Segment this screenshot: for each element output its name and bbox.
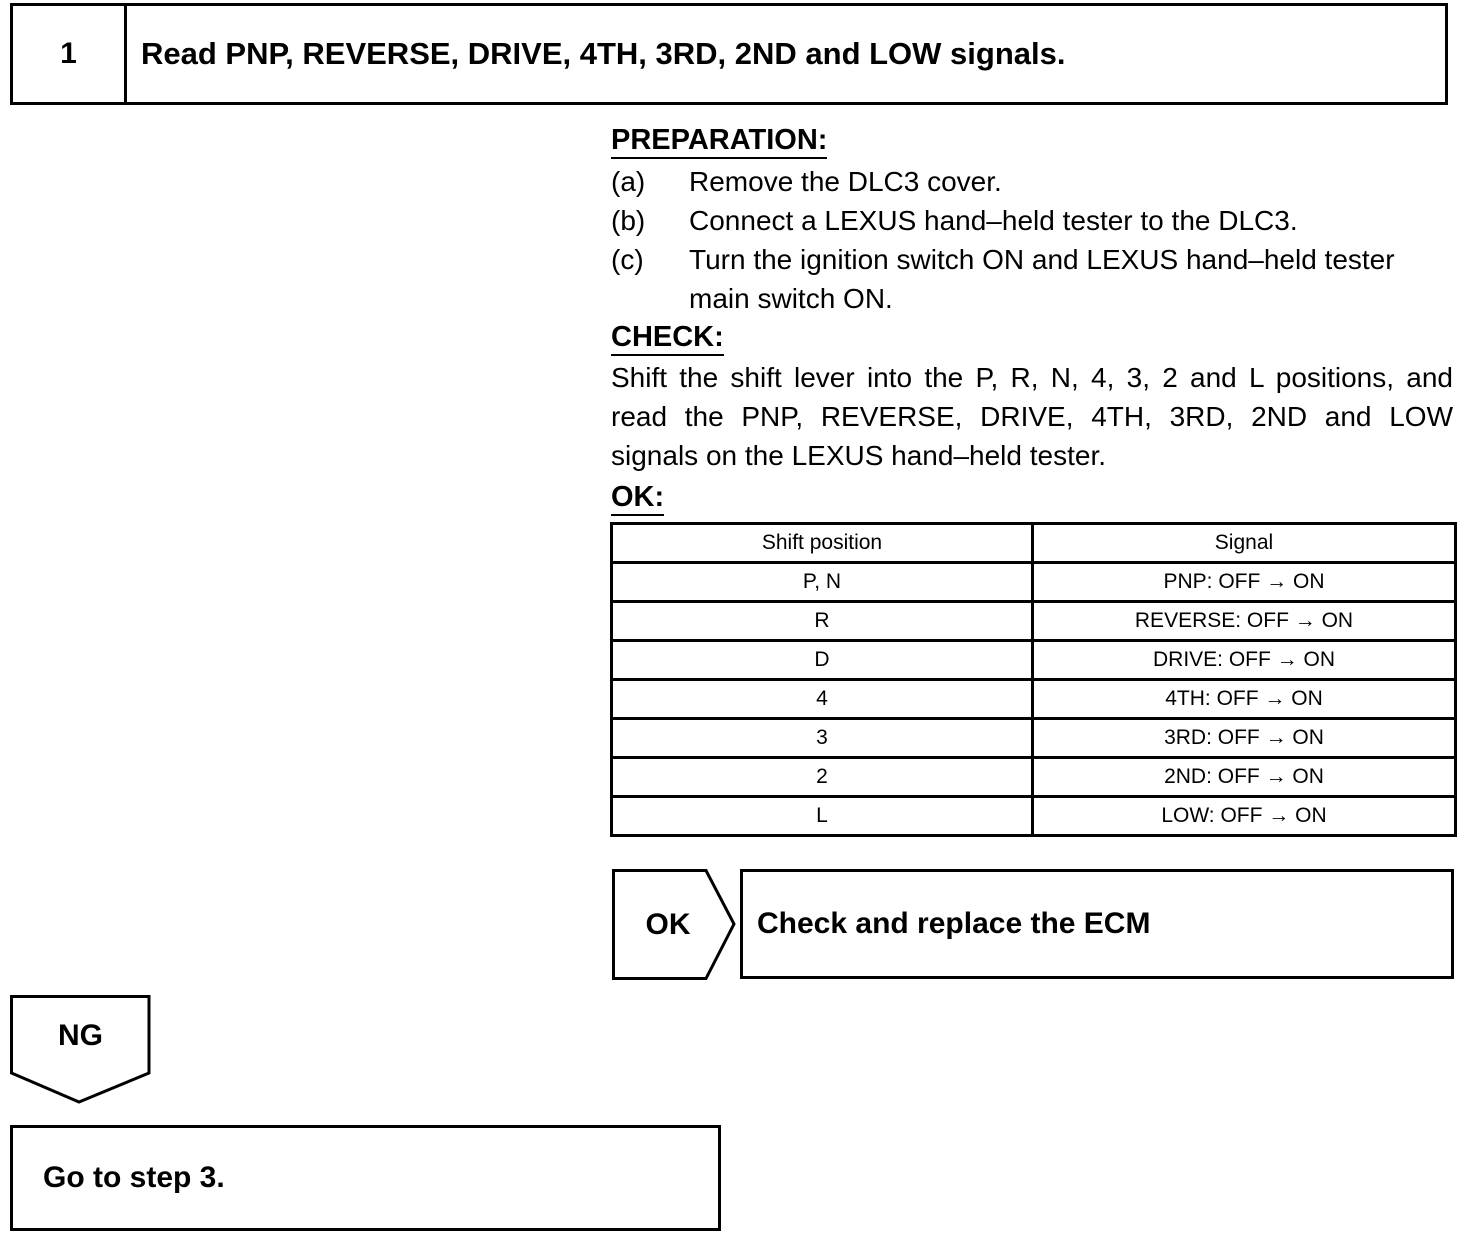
step-number: 1 (13, 6, 127, 102)
step-title: Read PNP, REVERSE, DRIVE, 4TH, 3RD, 2ND and LOW signals. (141, 36, 1066, 71)
ok-branch-action: Check and replace the ECM (740, 869, 1454, 979)
table-row (612, 719, 1456, 758)
table-header-row (612, 524, 1456, 563)
preparation-item-b (611, 201, 1298, 240)
check-text-line: Shift the shift lever into the P, R, N, 4, 3, 2 and L positions, and (611, 362, 1453, 393)
table-row (612, 641, 1456, 680)
check-text-line: read the PNP, REVERSE, DRIVE, 4TH, 3RD, 2ND and LOW (611, 401, 1453, 432)
table-row (612, 680, 1456, 719)
item-letter: (a) (611, 166, 646, 197)
step-header (10, 3, 1448, 105)
ng-branch-action: Go to step 3. (10, 1125, 721, 1231)
signal-cell: REVERSE: OFF → ON (1033, 602, 1456, 641)
shift-position-cell: 3 (612, 719, 1033, 758)
shift-position-cell: D (612, 641, 1033, 680)
item-text: Remove the DLC3 cover. (689, 166, 1002, 197)
preparation-heading: PREPARATION: (611, 124, 827, 159)
table-row (612, 758, 1456, 797)
ng-branch-label: NG (58, 1019, 103, 1052)
signal-cell: LOW: OFF → ON (1033, 797, 1456, 836)
signal-cell: 4TH: OFF → ON (1033, 680, 1456, 719)
shift-position-cell: 4 (612, 680, 1033, 719)
check-heading: CHECK: (611, 321, 724, 356)
ok-heading: OK: (611, 481, 664, 516)
ok-branch-label: OK (645, 907, 691, 941)
item-text: Connect a LEXUS hand–held tester to the DLC3. (689, 205, 1298, 236)
check-text-line: signals on the LEXUS hand–held tester. (611, 440, 1107, 471)
table-row (612, 602, 1456, 641)
preparation-item-a (611, 162, 1002, 201)
signal-cell: 2ND: OFF → ON (1033, 758, 1456, 797)
table-row (612, 797, 1456, 836)
item-letter: (b) (611, 205, 646, 236)
shift-signal-table (610, 522, 1457, 837)
signal-cell: DRIVE: OFF → ON (1033, 641, 1456, 680)
shift-position-cell: R (612, 602, 1033, 641)
item-letter: (c) (611, 244, 644, 275)
shift-position-cell: 2 (612, 758, 1033, 797)
item-text: Turn the ignition switch ON and LEXUS hand–held tester (689, 244, 1395, 275)
column-header-shift-position: Shift position (612, 524, 1033, 563)
ng-branch-arrow (10, 995, 151, 1105)
ok-branch-arrow (612, 869, 736, 980)
preparation-item-c (611, 240, 1395, 279)
table-row (612, 563, 1456, 602)
signal-cell: PNP: OFF → ON (1033, 563, 1456, 602)
shift-position-cell: L (612, 797, 1033, 836)
column-header-signal: Signal (1033, 524, 1456, 563)
preparation-item-c-continuation: main switch ON. (689, 283, 893, 314)
shift-position-cell: P, N (612, 563, 1033, 602)
signal-cell: 3RD: OFF → ON (1033, 719, 1456, 758)
